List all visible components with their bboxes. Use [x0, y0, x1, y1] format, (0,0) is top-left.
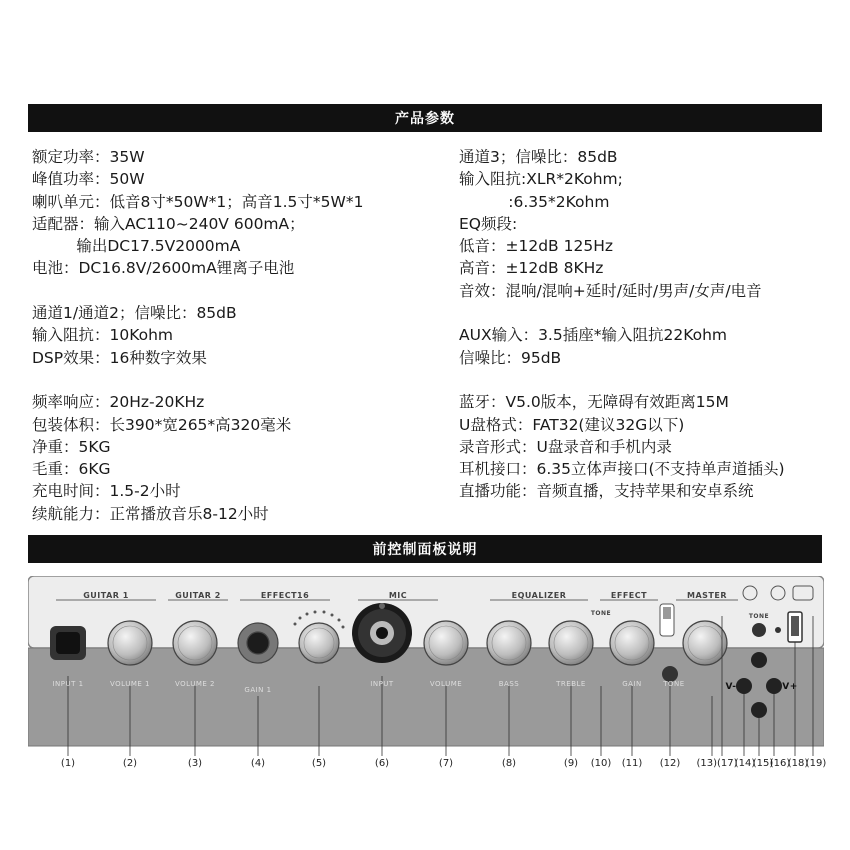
label-guitar1: GUITAR 1: [83, 591, 129, 600]
spec-gap: [32, 369, 363, 391]
spec-line: 高音：±12dB 8KHz: [459, 259, 604, 278]
section-header-product-params: [28, 104, 822, 132]
spec-line: 喇叭单元：低音8寸*50W*1；高音1.5寸*5W*1: [32, 192, 364, 211]
callout-15: (15): [752, 758, 774, 769]
callout-9: (9): [563, 758, 579, 769]
sublabel-gain: GAIN: [622, 680, 642, 688]
section-title: 产品参数: [395, 111, 455, 127]
callout-12: (12): [659, 758, 681, 769]
sublabel-gain1: GAIN 1: [244, 686, 272, 694]
label-guitar2: GUITAR 2: [175, 591, 221, 600]
callout-4: (4): [250, 758, 266, 769]
section-header-front-panel: [28, 535, 822, 563]
sublabel-v-plus: V+: [782, 682, 798, 692]
callout-8: (8): [501, 758, 517, 769]
spec-gap: [32, 280, 363, 302]
spec-column-left: [32, 146, 363, 525]
callout-18: (18): [787, 758, 809, 769]
spec-line: DSP效果：16种数字效果: [32, 348, 207, 367]
sublabel-volume2: VOLUME 2: [175, 680, 215, 688]
label-tone-eq: TONE: [590, 610, 612, 617]
spec-line: 电池：DC16.8V/2600mA锂离子电池: [32, 259, 295, 278]
spec-line: 充电时间：1.5-2小时: [32, 482, 181, 501]
callout-14: (14): [734, 758, 756, 769]
callout-19: (19): [805, 758, 827, 769]
label-effect: EFFECT: [610, 591, 648, 600]
sublabel-input1: INPUT 1: [52, 680, 84, 688]
spec-line: 低音：±12dB 125Hz: [459, 237, 613, 256]
spec-line: 通道1/通道2；信噪比：85dB: [32, 304, 237, 323]
spec-line: 峰值功率：50W: [32, 170, 145, 189]
label-effect16: EFFECT16: [260, 591, 310, 600]
spec-line: 额定功率：35W: [32, 148, 145, 166]
label-mic: MIC: [388, 591, 408, 600]
spec-line: 毛重：6KG: [32, 460, 111, 479]
spec-line: 录音形式：U盘录音和手机内录: [459, 437, 672, 456]
sublabel-tone: TONE: [663, 680, 685, 688]
callout-3: (3): [187, 758, 203, 769]
callout-16: (16): [769, 758, 791, 769]
spec-line: :6.35*2Kohm: [459, 192, 610, 211]
spec-line: AUX输入：3.5插座*输入阻抗22Kohm: [459, 326, 727, 345]
sublabel-volume1: VOLUME 1: [110, 680, 150, 688]
spec-line: 输出DC17.5V2000mA: [32, 237, 241, 256]
spec-line: 信噪比：95dB: [459, 348, 562, 367]
sublabel-v-minus: V-: [725, 682, 737, 692]
spec-line: 耳机接口：6.35立体声接口(不支持单声道插头): [459, 460, 785, 479]
sublabel-bass: BASS: [498, 680, 520, 688]
callout-5: (5): [311, 758, 327, 769]
callout-1: (1): [60, 758, 76, 769]
spec-line: 输入阻抗:XLR*2Kohm;: [459, 170, 623, 189]
callout-11: (11): [621, 758, 643, 769]
spec-line: 音效：混响/混响+延时/延时/男声/女声/电音: [459, 281, 762, 300]
callout-6: (6): [374, 758, 390, 769]
callout-13-17: (13)(17): [696, 758, 738, 769]
label-equalizer: EQUALIZER: [511, 591, 567, 600]
callout-10: (10): [590, 758, 612, 769]
spec-column-right: [459, 146, 785, 503]
spec-line: 净重：5KG: [32, 437, 111, 456]
spec-line: 通道3；信噪比：85dB: [459, 148, 618, 166]
spec-line: U盘格式：FAT32(建议32G以下): [459, 415, 685, 434]
callout-2: (2): [122, 758, 138, 769]
spec-line: 蓝牙：V5.0版本，无障碍有效距离15M: [459, 393, 729, 412]
spec-gap: [459, 302, 785, 324]
spec-gap: [459, 369, 785, 391]
spec-line: 续航能力：正常播放音乐8-12小时: [32, 504, 269, 523]
spec-line: 适配器：输入AC110~240V 600mA；: [32, 214, 305, 233]
label-tone-master: TONE: [748, 613, 770, 620]
sublabel-mic-input: INPUT: [370, 680, 394, 688]
label-master: MASTER: [687, 591, 727, 600]
spec-line: EQ频段:: [459, 214, 518, 233]
section-title: 前控制面板说明: [372, 542, 478, 558]
panel-graphic: [28, 576, 824, 776]
spec-line: 直播功能：音频直播，支持苹果和安卓系统: [459, 482, 754, 501]
callout-7: (7): [438, 758, 454, 769]
spec-line: 输入阻抗：10Kohm: [32, 326, 174, 345]
spec-line: 包装体积：长390*宽265*高320毫米: [32, 415, 292, 434]
spec-line: 频率响应：20Hz-20KHz: [32, 393, 205, 412]
sublabel-treble: TREBLE: [556, 680, 586, 688]
front-control-panel: [28, 576, 827, 769]
sublabel-mic-volume: VOLUME: [429, 680, 463, 688]
